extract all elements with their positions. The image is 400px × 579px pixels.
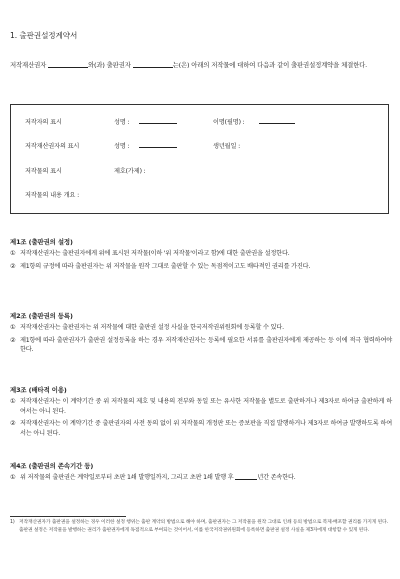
party1-blank[interactable] — [48, 61, 88, 68]
author-pen-label: 이명(필명) : — [213, 119, 245, 126]
clause-number: ① — [10, 398, 16, 405]
clause-number: ② — [10, 420, 16, 428]
article-1-clause-1 — [10, 249, 392, 259]
duration-suffix: 년간 존속한다. — [257, 474, 296, 481]
article-4-clause-1 — [10, 473, 392, 483]
clause-text: 저작재산권자는 출판권자는 위 저작물에 대한 출판권 설정 사실을 한국저작권위원회에 등록할 수 있다. — [20, 324, 284, 331]
footnote-divider — [10, 516, 126, 517]
article-3-clause-2 — [10, 419, 392, 438]
clause-text: 저작재산권자는 출판권자에게 위에 표시된 저작물(이하 '위 저작물'이라고 함)에 대한 출판권을 설정한다. — [20, 250, 290, 257]
clause-number: ① — [10, 324, 16, 331]
footnote-mark: 1) — [10, 520, 15, 525]
article-1-clause-2 — [10, 262, 392, 272]
intro-paragraph — [10, 58, 392, 72]
article-4 — [10, 461, 392, 486]
clause-text: 제1항의 규정에 따라 출판권자는 위 저작물을 원작 그대로 출판할 수 있는 독점적이고도 배타적인 권리를 가진다. — [20, 262, 311, 270]
article-3 — [10, 385, 392, 441]
intro-party1-label: 저작재산권자 — [10, 61, 47, 69]
article-2 — [10, 311, 392, 358]
author-label: 저작자의 표시 — [25, 119, 62, 126]
clause-number: ② — [10, 262, 16, 270]
work-info-box — [10, 104, 389, 214]
article-3-title: 제3조 (배타적 이용) — [10, 386, 67, 394]
footnote — [10, 519, 388, 535]
article-2-title: 제2조 (출판권의 등록) — [10, 312, 73, 320]
clause-number: ① — [10, 250, 16, 257]
duration-years-blank[interactable] — [235, 473, 257, 480]
clause-text: 저작재산권자는 이 계약기간 중 위 저작물의 제호 및 내용의 전부와 동일 또는 유사한 저작물을 별도로 출판하거나 제3자로 하여금 출판하게 하여서는 아니 된다. — [20, 398, 392, 415]
article-1-title: 제1조 (출판권의 설정) — [10, 238, 73, 246]
intro-party1-suffix: 와(과) 출판권자 — [88, 61, 131, 69]
holder-name-field[interactable] — [139, 141, 177, 148]
clause-text: 저작재산권자는 이 계약기간 중 출판권자의 사전 동의 없이 위 저작물의 개정판 또는 증보판을 직접 발행하거나 제3자로 하여금 발행하도록 하여서는 아니 된다. — [20, 420, 392, 437]
work-label: 저작물의 표시 — [25, 168, 62, 175]
article-4-title: 제4조 (출판권의 존속기간 등) — [10, 462, 94, 470]
content-label: 저작물의 내용 개요 : — [25, 192, 80, 199]
party2-blank[interactable] — [133, 61, 173, 68]
article-3-clause-1 — [10, 397, 392, 416]
intro-party2-suffix: 는(은) 아래의 저작물에 대하여 다음과 같이 출판권설정계약을 체결한다. — [172, 61, 368, 69]
duration-prefix: 위 저작물의 출판권은 계약일로부터 초판 1쇄 발행일까지, 그리고 초판 1쇄 발행 후 — [20, 474, 234, 481]
clause-text — [20, 473, 392, 483]
footnote-text: 저작재산권자가 출판권을 설정하는 경우 이러한 설정 행위는 출판 계약의 방법으로 해야 하며, 출판권자는 그 저작물을 원작 그대로 인쇄 등의 방법으로 복제·배포할 권리를 가지게 된다. 출판권 설정은 저작물을 발행하는 권리가 출판권자에게 독점적으로 부여되는 것이어서, 이를 한국저작권위원회에 등록하면 출판권 설정 사실을 제3자에게 대항할 수 있게 된다. — [19, 520, 388, 534]
clause-number: ① — [10, 474, 16, 481]
holder-label: 저작재산권자의 표시 — [25, 143, 80, 150]
clause-text: 제1항에 따라 출판권자가 출판권 설정등록을 하는 경우 저작재산권자는 등록에 필요한 서류를 출판권자에게 제공하는 등 이에 적극 협력하여야 한다. — [20, 336, 392, 354]
article-2-clause-1 — [10, 323, 392, 333]
article-1 — [10, 237, 392, 274]
holder-name-label: 성명 : — [114, 143, 130, 150]
author-pen-field[interactable] — [259, 117, 295, 124]
article-2-clause-2 — [10, 336, 392, 355]
work-title-label: 제호(가제) : — [114, 168, 146, 175]
author-name-field[interactable] — [139, 117, 177, 124]
clause-number: ② — [10, 336, 16, 344]
author-name-label: 성명 : — [114, 119, 130, 126]
holder-birth-label: 생년월일 : — [213, 143, 241, 150]
document-title: 1. 출판권설정계약서 — [10, 31, 78, 40]
